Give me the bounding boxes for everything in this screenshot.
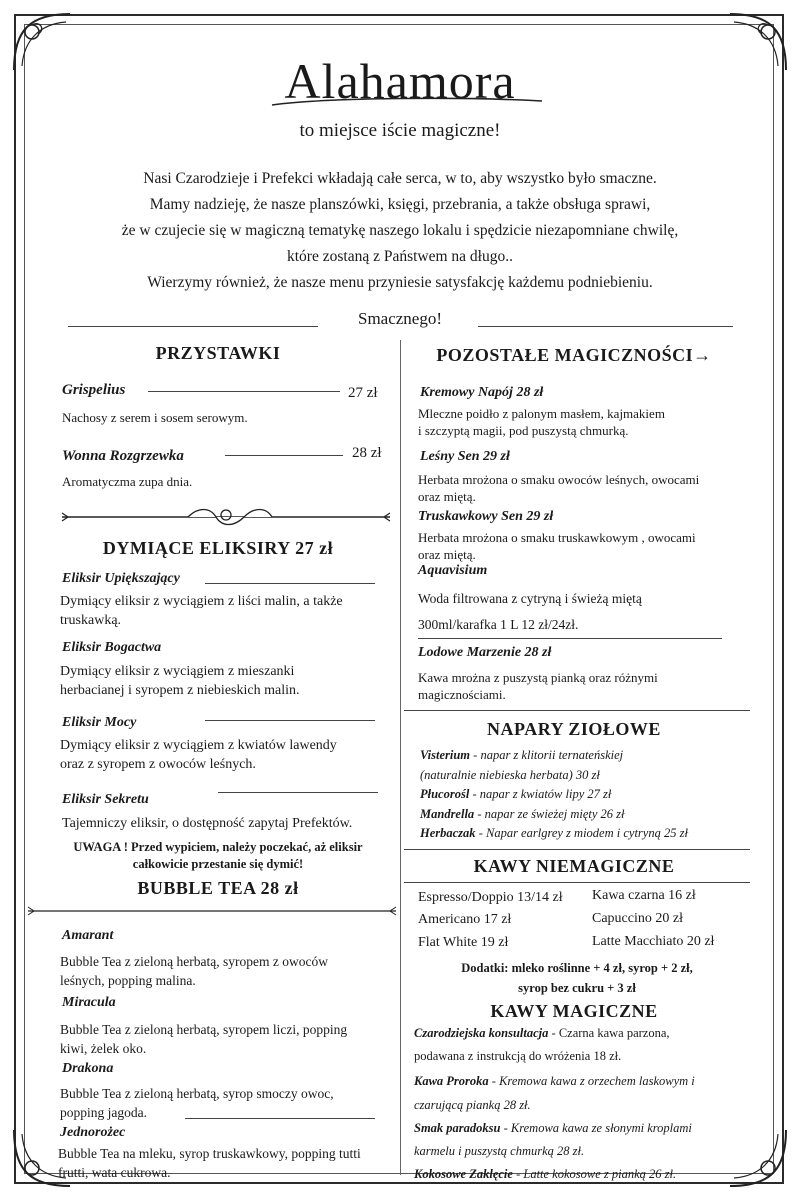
magic-coffee-desc: - Latte kokosowe z pianką 26 zł. bbox=[512, 1167, 677, 1181]
menu-item-description: Nachosy z serem i sosem serowym. bbox=[62, 410, 248, 425]
coffee-item: Americano 17 zł bbox=[418, 912, 512, 927]
dotted-leader bbox=[205, 583, 375, 584]
warning-line: UWAGA ! Przed wypiciem, należy poczekać, aż eliksir bbox=[73, 840, 363, 854]
napar-row bbox=[420, 807, 625, 822]
menu-item-name: Wonna Rozgrzewka bbox=[62, 448, 184, 464]
magic-coffee-name: Smak paradoksu bbox=[414, 1121, 501, 1135]
napar-row bbox=[420, 748, 623, 763]
desc-line: Dymiący eliksir z wyciągiem z liści malin, a także bbox=[60, 594, 343, 609]
desc-line: herbacianej i syropem z niebieskich malin. bbox=[60, 683, 300, 698]
coffee-addons-note bbox=[404, 958, 750, 998]
magic-coffee-desc: - Kremowa kawa ze słonymi kroplami bbox=[500, 1121, 692, 1135]
desc-line: i szczyptą magii, pod puszystą chmurką. bbox=[418, 423, 629, 438]
section-heading-przystawki: PRZYSTAWKI bbox=[155, 343, 281, 363]
magic-coffee-row bbox=[414, 1167, 676, 1182]
section-heading-napary: NAPARY ZIOŁOWE bbox=[487, 719, 661, 739]
section-heading-eliksiry: DYMIĄCE ELIKSIRY 27 zł bbox=[102, 538, 334, 558]
desc-line: oraz miętą. bbox=[418, 489, 476, 504]
magic-coffee-desc: czarującą pianką 28 zł. bbox=[414, 1098, 531, 1112]
divider-line bbox=[404, 710, 750, 711]
column-divider bbox=[400, 340, 401, 1175]
section-heading-kawy-niemagiczne: KAWY NIEMAGICZNE bbox=[473, 856, 675, 876]
dotted-leader bbox=[148, 391, 340, 392]
desc-line: popping jagoda. bbox=[60, 1105, 147, 1120]
divider-line bbox=[478, 326, 733, 327]
desc-line: truskawką. bbox=[60, 613, 122, 628]
menu-item-name: Lodowe Marzenie 28 zł bbox=[418, 645, 552, 660]
coffee-item: Capuccino 20 zł bbox=[592, 911, 683, 926]
menu-item-name: Amarant bbox=[62, 928, 114, 943]
menu-item-description bbox=[418, 529, 696, 563]
coffee-item: Flat White 19 zł bbox=[418, 935, 509, 950]
menu-item-description bbox=[58, 1144, 361, 1182]
menu-item-name: Aquavisium bbox=[418, 563, 488, 578]
desc-line: oraz z syropem z owoców leśnych. bbox=[60, 757, 256, 772]
menu-item-description bbox=[60, 952, 328, 990]
desc-line: Dymiący eliksir z wyciągiem z kwiatów lawendy bbox=[60, 738, 337, 753]
magic-coffee-name: Kawa Proroka bbox=[414, 1074, 489, 1088]
menu-item-name: Eliksir Sekretu bbox=[62, 792, 149, 807]
menu-item-price: 27 zł bbox=[348, 385, 378, 401]
magic-coffee-row bbox=[414, 1144, 584, 1159]
desc-line: Dymiący eliksir z wyciągiem z mieszanki bbox=[60, 664, 295, 679]
desc-line: frutti, wata cukrowa. bbox=[58, 1165, 171, 1180]
addons-line: syrop bez cukru + 3 zł bbox=[518, 981, 636, 995]
intro-line: Mamy nadzieję, że nasze planszówki, księgi, przebrania, a także obsługa sprawi, bbox=[149, 196, 651, 213]
menu-item-name: Leśny Sen 29 zł bbox=[420, 449, 510, 464]
menu-item-description bbox=[60, 662, 299, 700]
napar-row bbox=[420, 768, 600, 783]
desc-line: Herbata mrożona o smaku truskawkowym , owocami bbox=[418, 530, 696, 545]
napar-desc: - Napar earlgrey z miodem i cytryną 25 zł bbox=[475, 826, 688, 840]
menu-item-description bbox=[60, 1020, 347, 1058]
menu-subtitle: to miejsce iście magiczne! bbox=[299, 120, 501, 141]
warning-line: całkowicie przestanie się dymić! bbox=[132, 857, 304, 871]
desc-line: Bubble Tea z zieloną herbatą, syrop smoczy owoc, bbox=[60, 1086, 334, 1101]
menu-item-description bbox=[60, 736, 337, 774]
dotted-leader bbox=[205, 720, 375, 721]
magic-coffee-row bbox=[414, 1049, 621, 1064]
magic-coffee-desc: podawana z instrukcją do wróżenia 18 zł. bbox=[414, 1049, 622, 1063]
coffee-item: Kawa czarna 16 zł bbox=[592, 888, 696, 903]
desc-line: magicznościami. bbox=[418, 687, 506, 702]
section-heading-bubble-tea: BUBBLE TEA 28 zł bbox=[137, 878, 299, 898]
coffee-item: Latte Macchiato 20 zł bbox=[592, 934, 715, 949]
desc-line: Woda filtrowana z cytryną i świeżą miętą bbox=[418, 591, 642, 606]
menu-item-name: Eliksir Mocy bbox=[62, 715, 137, 730]
napar-row bbox=[420, 787, 611, 802]
desc-line: oraz miętą. bbox=[418, 547, 476, 562]
desc-line: Herbata mrożona o smaku owoców leśnych, owocami bbox=[418, 472, 700, 487]
magic-coffee-name: Czarodziejska konsultacja bbox=[414, 1026, 549, 1040]
section-heading-pozostale: POZOSTAŁE MAGICZNOŚCI→ bbox=[436, 345, 712, 365]
menu-item-description bbox=[418, 405, 665, 439]
menu-item-description bbox=[418, 669, 658, 703]
menu-item-name: Eliksir Bogactwa bbox=[62, 640, 162, 655]
menu-item-description bbox=[418, 586, 642, 638]
ornamental-divider-icon bbox=[58, 505, 394, 529]
napar-name: Płucorośl bbox=[420, 787, 470, 801]
napar-desc: - napar ze świeżej mięty 26 zł bbox=[474, 807, 625, 821]
menu-item-description bbox=[418, 471, 699, 505]
desc-line: Mleczne poidło z palonym masłem, kajmakiem bbox=[418, 406, 665, 421]
magic-coffee-row bbox=[414, 1026, 670, 1041]
divider-line bbox=[404, 849, 750, 850]
intro-line: Nasi Czarodzieje i Prefekci wkładają całe serca, w to, aby wszystko było smaczne. bbox=[143, 170, 657, 187]
napar-name: Mandrella bbox=[420, 807, 475, 821]
intro-line: które zostaną z Państwem na długo.. bbox=[287, 248, 513, 265]
menu-item-name: Jednorożec bbox=[60, 1125, 126, 1140]
menu-item-description bbox=[62, 814, 352, 833]
addons-line: Dodatki: mleko roślinne + 4 zł, syrop + 2 zł, bbox=[461, 961, 693, 975]
desc-line: leśnych, popping malina. bbox=[60, 973, 196, 988]
coffee-item: Espresso/Doppio 13/14 zł bbox=[418, 890, 563, 905]
napar-desc: - napar z klitorii ternateńskiej bbox=[470, 748, 624, 762]
desc-line: 300ml/karafka 1 L 12 zł/24zł. bbox=[418, 617, 579, 632]
desc-line: Bubble Tea z zieloną herbatą, syropem liczi, popping bbox=[60, 1022, 348, 1037]
section-divider-line bbox=[26, 904, 398, 918]
napar-desc: (naturalnie niebieska herbata) 30 zł bbox=[420, 768, 600, 782]
dotted-leader bbox=[225, 455, 343, 456]
napar-row bbox=[420, 826, 688, 841]
menu-item-description bbox=[60, 1084, 334, 1122]
desc-line: Kawa mrożna z puszystą pianką oraz różnymi bbox=[418, 670, 658, 685]
desc-line: Bubble Tea z zieloną herbatą, syropem z owoców bbox=[60, 954, 328, 969]
menu-item-name: Truskawkowy Sen 29 zł bbox=[418, 509, 554, 524]
napar-desc: - napar z kwiatów lipy 27 zł bbox=[469, 787, 612, 801]
dotted-leader bbox=[185, 1118, 375, 1119]
menu-item-price: 28 zł bbox=[352, 445, 382, 461]
menu-item-name: Kremowy Napój 28 zł bbox=[420, 385, 544, 400]
dotted-leader bbox=[218, 792, 378, 793]
intro-line: Wierzymy również, że nasze menu przyniesie satysfakcję każdemu podniebieniu. bbox=[147, 274, 653, 291]
warning-note bbox=[40, 839, 396, 873]
divider-line bbox=[418, 638, 722, 639]
magic-coffee-row bbox=[414, 1098, 531, 1113]
magic-coffee-desc: karmelu i puszystą chmurką 28 zł. bbox=[414, 1144, 585, 1158]
desc-line: kiwi, żelek oko. bbox=[60, 1041, 147, 1056]
magic-coffee-row bbox=[414, 1121, 692, 1136]
menu-item-name: Eliksir Upiększający bbox=[62, 571, 180, 586]
napar-name: Herbaczak bbox=[420, 826, 476, 840]
section-heading-kawy-magiczne: KAWY MAGICZNE bbox=[490, 1001, 658, 1021]
menu-item-name: Grispelius bbox=[62, 382, 126, 398]
desc-line: Bubble Tea na mleku, syrop truskawkowy, popping tutti bbox=[58, 1146, 361, 1161]
desc-line: Tajemniczy eliksir, o dostępność zapytaj Prefektów. bbox=[62, 816, 353, 831]
menu-item-name: Miracula bbox=[62, 995, 116, 1010]
magic-coffee-row bbox=[414, 1074, 695, 1089]
title-underline-flourish bbox=[270, 95, 545, 109]
magic-coffee-name: Kokosowe Zaklęcie bbox=[414, 1167, 513, 1181]
menu-item-name: Drakona bbox=[62, 1061, 114, 1076]
magic-coffee-desc: - Czarna kawa parzona, bbox=[548, 1026, 670, 1040]
magic-coffee-desc: - Kremowa kawa z orzechem laskowym i bbox=[488, 1074, 695, 1088]
menu-title: Alahamora bbox=[284, 53, 516, 109]
menu-item-description: Aromatyczma zupa dnia. bbox=[62, 474, 193, 489]
greeting-text: Smacznego! bbox=[357, 309, 443, 328]
menu-item-description bbox=[60, 592, 343, 630]
napar-name: Visterium bbox=[420, 748, 471, 762]
corner-ornament-icon bbox=[726, 1126, 790, 1190]
divider-line bbox=[404, 882, 750, 883]
intro-line: że w czujecie się w magiczną tematykę naszego lokalu i spędzicie niezapomniane chwilę, bbox=[121, 222, 679, 239]
intro-paragraph bbox=[0, 166, 800, 296]
